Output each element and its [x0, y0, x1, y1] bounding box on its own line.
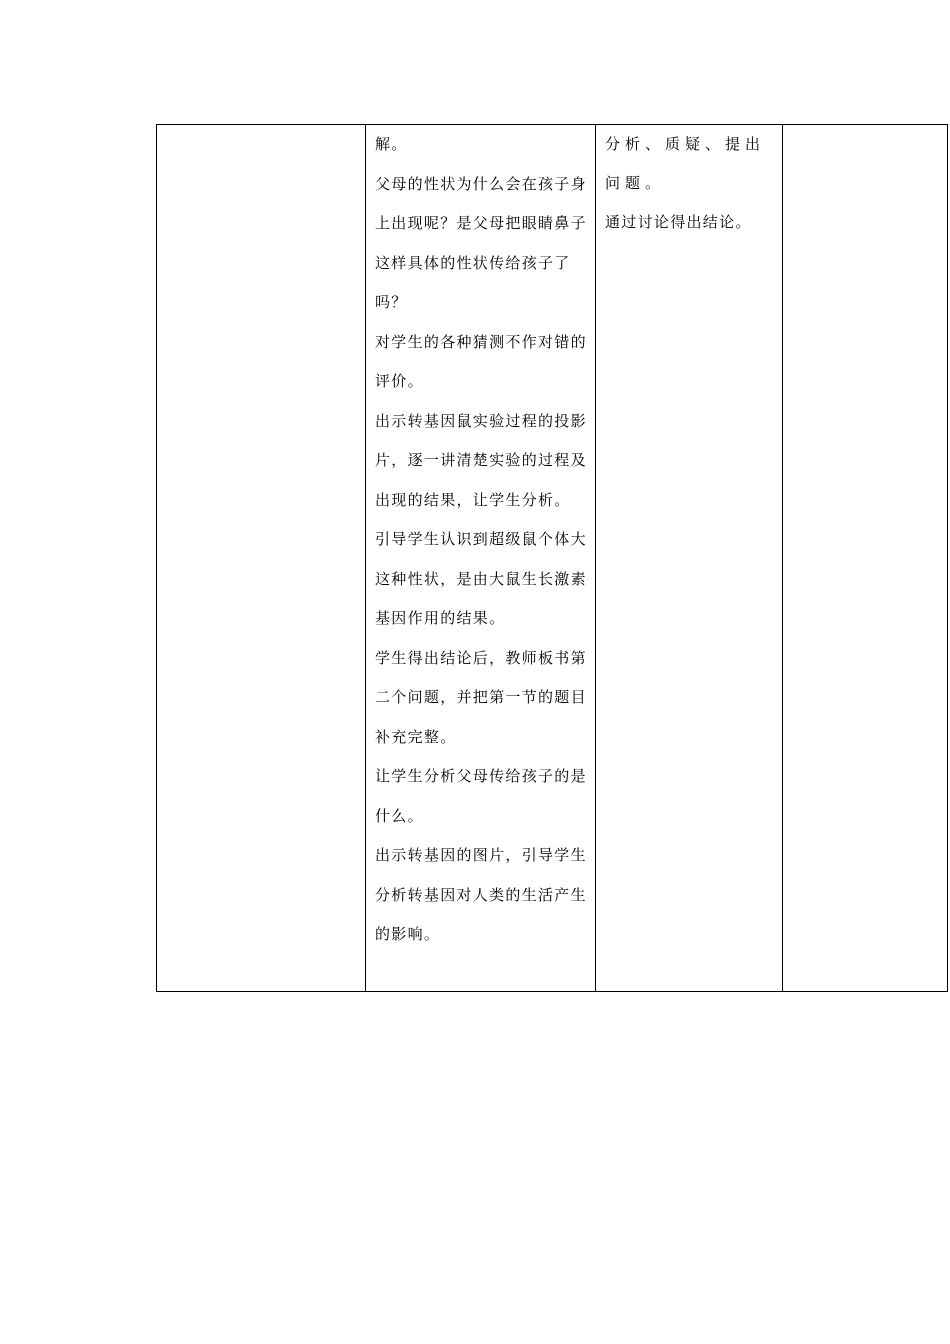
teacher-paragraph: 对学生的各种猜测不作对错的评价。	[375, 332, 587, 390]
table-cell-student-activity	[596, 125, 783, 992]
table-cell-column-4	[783, 125, 948, 992]
teacher-paragraph: 引导学生认识到超级鼠个体大这种性状，是由大鼠生长激素基因作用的结果。	[375, 530, 587, 627]
teacher-paragraph: 出示转基因鼠实验过程的投影片，逐一讲清楚实验的过程及出现的结果，让学生分析。	[375, 411, 587, 509]
teacher-paragraph: 出示转基因的图片，引导学生分析转基因对人类的生活产生的影响。	[375, 846, 587, 943]
table-row	[157, 125, 948, 992]
table-cell-teacher-activity	[366, 125, 596, 992]
student-paragraph: 分析、质疑、提出问题。	[605, 135, 766, 192]
teacher-paragraph: 父母的性状为什么会在孩子身上出现呢？是父母把眼睛鼻子这样具体的性状传给孩子了吗？	[375, 174, 587, 311]
teacher-paragraph: 让学生分析父母传给孩子的是什么。	[375, 767, 587, 825]
student-paragraph: 通过讨论得出结论。	[605, 213, 752, 231]
teacher-activity-content	[366, 125, 595, 955]
student-activity-content	[596, 125, 782, 242]
table-cell-column-1	[157, 125, 366, 992]
teacher-paragraph: 学生得出结论后，教师板书第二个问题，并把第一节的题目补充完整。	[375, 648, 587, 746]
teacher-paragraph: 解。	[375, 135, 408, 153]
lesson-plan-table	[156, 124, 948, 992]
